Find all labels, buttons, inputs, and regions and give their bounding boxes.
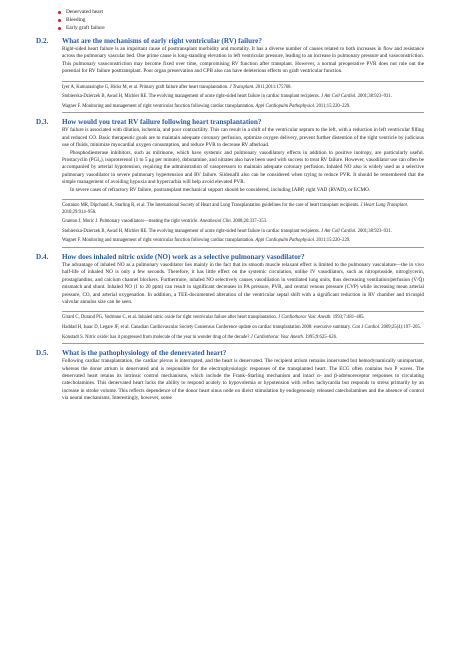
question-heading bbox=[36, 37, 424, 46]
reference: Girard C, Durand PG, Vedrinne C, et al. Inhaled nitric oxide for right ventricular failure after heart transplantation. J Cardiothorac Vasc Anesth. 1993;7:481–485. bbox=[62, 315, 365, 321]
reference-box bbox=[62, 81, 424, 114]
bullet-icon bbox=[58, 11, 61, 14]
question-heading bbox=[36, 349, 424, 358]
bullet-item: Denervated heart bbox=[58, 8, 424, 16]
bullet-list bbox=[58, 8, 424, 32]
reference-box bbox=[62, 311, 424, 344]
reference-box bbox=[62, 199, 424, 248]
reference: Konstadt S. Nitric oxide: has it progressed from molecule of the year to wonder drug of the decade? J Cardiothorac Vasc Anesth. 1995;9:625–626. bbox=[62, 334, 338, 340]
section-d4 bbox=[36, 253, 424, 344]
reference: Wagner F. Monitoring and management of right ventricular function following cardiac transplantation. Appl Cardiopulm Pathophysiol. 2011;15:220–229. bbox=[62, 103, 351, 109]
answer-paragraph: RV failure is associated with dilation, ischemia, and poor contractility. This can result in a shift of the ventricular septum to the left, with a reduction in left ventricular filling and reduced CO. Basic therapeutic goals are to maintain adequate coronary perfusion, optimize oxygen delivery, prevent further distention of the right ventricle by judicious use of fluids, minimize myocardial oxygen consumption, and reduce PVR to decrease RV afterload. bbox=[62, 127, 424, 149]
section-d2 bbox=[36, 37, 424, 113]
reference: Iyer A, Kumarasinghe G, Hicks M, et al. Primary graft failure after heart transplantation. J Transplant. 2011;2011:175768. bbox=[62, 84, 292, 90]
section-d5 bbox=[36, 349, 424, 402]
answer-paragraph: In severe cases of refractory RV failure, postransplant mechanical support should be considered, including IABP, right VAD (RVAD), or ECMO. bbox=[70, 186, 371, 193]
bullet-icon bbox=[58, 19, 61, 22]
answer-paragraph: The advantage of inhaled NO as a pulmonary vasodilator lies mainly in the fact that its smooth muscle relaxant effect is limited to the pulmonary vasculature—the in vivo half-life of inhaled NO is only a few seconds. Therefore, it has little effect on the systemic circulation, unlike IV vasodilators, such as nitroprusside, nitroglycerin, prostaglandins, and calcium channel blockers. Furthermore, inhaled NO selectively causes vasodilation in ventilated lung units, thus decreasing ventilation/perfusion (V̇/Q̇) mismatch and shunt. Inhaled NO (1 to 20 ppm) can result in significant decreases in PA pressure, PVR, and central venous pressure (CVP) while increasing mean arterial pressure, CO, and arterial oxygenation. In addition, a TEE-documented alteration of the ventricular septal shift with a significant reduction in RV chamber and tricuspid valvular annulus size can be seen. bbox=[62, 262, 424, 306]
question-title: What is the pathophysiology of the denervated heart? bbox=[62, 349, 227, 358]
question-number: D.5. bbox=[36, 349, 49, 358]
bullet-item: Bleeding bbox=[58, 16, 424, 24]
bullet-icon bbox=[58, 27, 61, 30]
reference: Costanzo MR, Dipchand A, Starling R, et al. The International Society of Heart and Lung Transplantation guidelines for the care of heart transplant recipients. J Heart Lung Transplant. 2010;29:914–956. bbox=[62, 203, 409, 215]
reference: Stobierska-Dzierzek B, Awad H, Michler RE. The evolving management of acute right-sided heart failure in cardiac transplant recipients. J Am Coll Cardiol. 2001;38:923–931. bbox=[62, 94, 392, 100]
answer-paragraph: Phosphodiesterase inhibitors, such as milrinone, which have systemic and pulmonary vasodilatory effects in addition to positive inotropy, are particularly useful. Prostacyclin (PGI₂), isoproterenol (1 to 5 μg per minute), dobutamine, and nitrates also have been used with success to treat RV failure. However, vasodilator use can often be accompanied by arterial hypotension, requiring the administration of vasopressors to maintain adequate coronary perfusion. Inhaled NO also is widely used as a selective pulmonary vasodilator in severe pulmonary hypertension and RV failure. Sildenafil also can be considered when trying to reduce PVR. It should be remembered that the simple management of avoiding hypoxia and hypercarbia will help avoid elevated PVR. bbox=[62, 149, 424, 186]
answer-paragraph: Right-sided heart failure is an important cause of posttransplant morbidity and mortality. It has a diverse number of causes related to both increases in flow and resistance across the pulmonary vascular bed. One prime cause is long-standing elevation in left ventricular pressure, leading to an increase in pulmonary pressure and vasoconstriction. This pulmonary vasoconstriction may become fixed over time, compromising RV function after transplant. However, a normal preoperative PVR does not rule out the potential for RV failure posttransplant. Poor organ preservation and CPB also can have deleterious effects on graft ventricular function. bbox=[62, 46, 424, 75]
reference: Haddad H, Isaac D, Legare JF, et al. Canadian Cardiovascular Society Consensus Conference update on cardiac transplantation 2008: executive summary. Can J Cardiol. 2009;25(4):197–205. bbox=[62, 325, 421, 331]
answer-paragraph: Following cardiac transplantation, the cardiac plexus is interrupted, and the heart is denervated. The recipient atrium remains innervated but hemodynamically unimportant, whereas the donor atrium is denervated and is responsible for the electrophysiologic responses of the transplanted heart. The ECG often contains two P waves. The denervated heart retains its intrinsic control mechanisms, which include the Frank–Starling mechanism and intact α- and β-adrenoreceptor responses to circulating catecholamines. This denervated heart lacks the ability to respond acutely to hypovolemia or hypotension with reflex tachycardia but responds to stress primarily by an increase in stroke volume. This reflects dependence of the donor heart sinus node on direct stimulation by endogenously released catecholamines and the absence of control via neural mechanisms. Interestingly, however, some bbox=[62, 358, 424, 402]
question-title: What are the mechanisms of early right ventricular (RV) failure? bbox=[62, 37, 262, 45]
question-title: How does inhaled nitric oxide (NO) work as a selective pulmonary vasodilator? bbox=[62, 253, 305, 262]
question-title: How would you treat RV failure following heart transplantation? bbox=[62, 118, 262, 127]
question-number: D.4. bbox=[36, 253, 49, 262]
question-number: D.3. bbox=[36, 118, 49, 127]
question-heading bbox=[36, 253, 424, 262]
reference: Wagner F. Monitoring and management of right ventricular function following cardiac transplantation. Appl Cardiopulm Pathophysiol. 2011;15:220–229. bbox=[62, 238, 351, 244]
reference: Stobierska-Dzierzek B, Awad H, Michler RE. The evolving management of acute right-sided heart failure in cardiac transplant recipients. J Am Coll Cardiol. 2001;38:923–931. bbox=[62, 228, 392, 234]
page bbox=[36, 8, 424, 403]
bullet-item: Early graft failure bbox=[58, 24, 424, 32]
reference: Granton J, Moric J. Pulmonary vasodilators—treating the right ventricle. Anesthesiol Clin. 2008;26:337–353. bbox=[62, 219, 268, 225]
section-d3 bbox=[36, 118, 424, 248]
question-number: D.2. bbox=[36, 37, 49, 45]
